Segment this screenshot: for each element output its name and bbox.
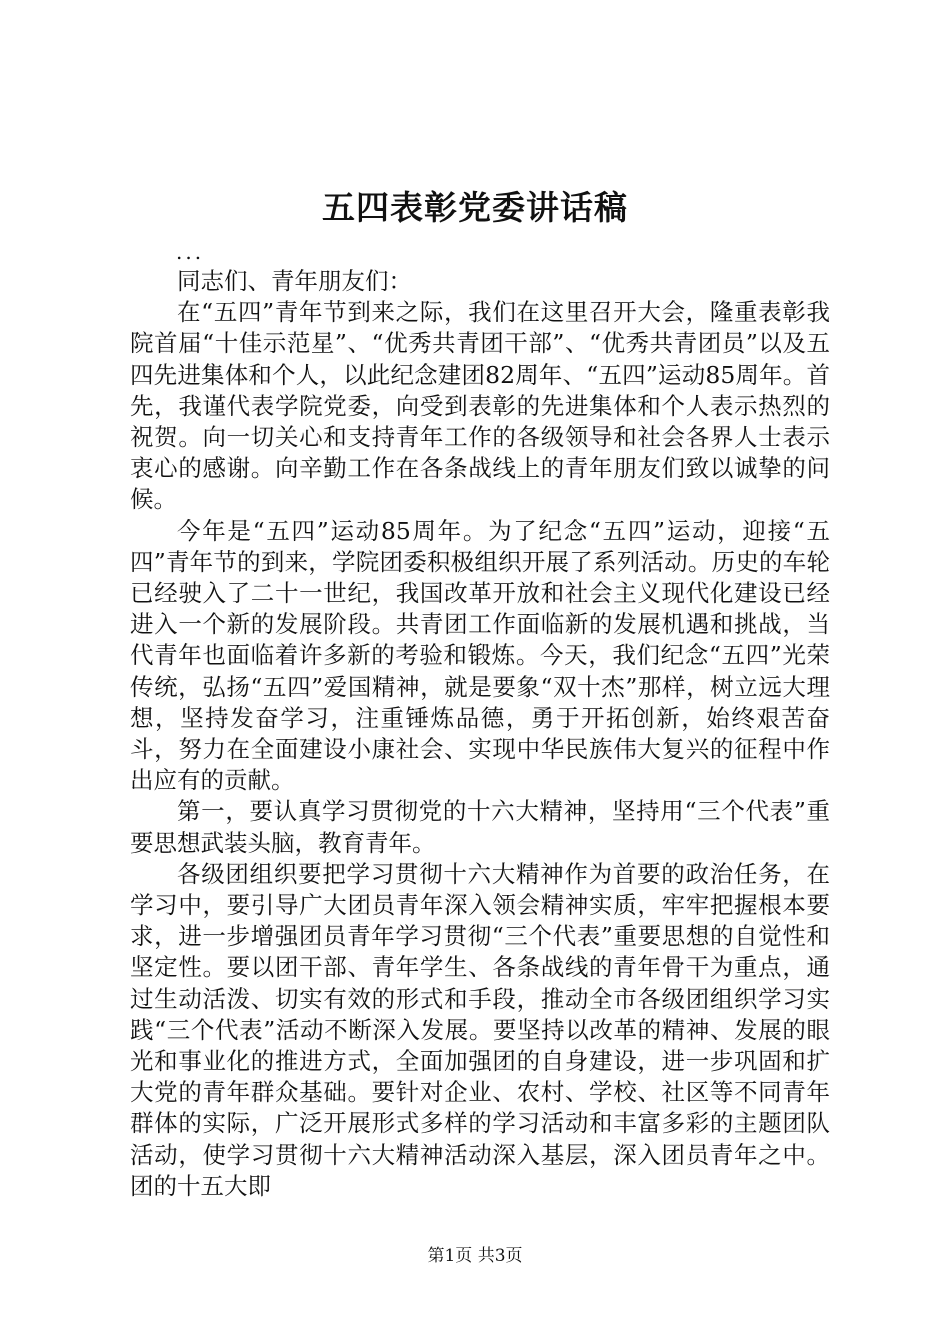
body-paragraph: 各级团组织要把学习贯彻十六大精神作为首要的政治任务，在学习中，要引导广大团员青年深入领会精神实质，牢牢把握根本要求，进一步增强团员青年学习贯彻“三个代表”重要思想的自觉性和坚定性。要以团干部、青年学生、各条战线的青年骨干为重点，通过生动活泼、切实有效的形式和手段，推动全市各级团组织学习实践“三个代表”活动不断深入发展。要坚持以改革的精神、发展的眼光和事业化的推进方式，全面加强团的自身建设，进一步巩固和扩大党的青年群众基础。要针对企业、农村、学校、社区等不同青年群体的实际，广泛开展形式多样的学习活动和丰富多彩的主题团队活动，使学习贯彻十六大精神活动深入基层，深入团员青年之中。团的十五大即 (130, 859, 830, 1200)
body-paragraph: 第一，要认真学习贯彻党的十六大精神，坚持用“三个代表”重要思想武装头脑，教育青年。 (130, 797, 830, 857)
document-body (130, 266, 830, 1202)
body-paragraph: 今年是“五四”运动85周年。为了纪念“五四”运动，迎接“五四”青年节的到来，学院团委积极组织开展了系列活动。历史的车轮已经驶入了二十一世纪，我国改革开放和社会主义现代化建设已经进入一个新的发展阶段。共青团工作面临新的发展机遇和挑战，当代青年也面临着许多新的考验和锻炼。今天，我们纪念“五四”光荣传统，弘扬“五四”爱国精神，就是要象“双十杰”那样，树立远大理想，坚持发奋学习，注重锤炼品德，勇于开拓创新，始终艰苦奋斗，努力在全面建设小康社会、实现中华民族伟大复兴的征程中作出应有的贡献。 (130, 516, 830, 795)
body-paragraph: 在“五四”青年节到来之际，我们在这里召开大会，隆重表彰我院首届“十佳示范星”、“优秀共青团干部”、“优秀共青团员”以及五四先进集体和个人，以此纪念建团82周年、“五四”运动85周年。首先，我谨代表学院党委，向受到表彰的先进集体和个人表示热烈的祝贺。向一切关心和支持青年工作的各级领导和社会各界人士表示衷心的感谢。向辛勤工作在各条战线上的青年朋友们致以诚挚的问候。 (130, 298, 830, 514)
salutation-paragraph: 同志们、青年朋友们： (177, 267, 412, 295)
ellipsis-mark: ... (176, 240, 205, 264)
document-title: 五四表彰党委讲话稿 (322, 188, 628, 227)
page-footer: 第1页 共3页 (427, 1246, 523, 1266)
